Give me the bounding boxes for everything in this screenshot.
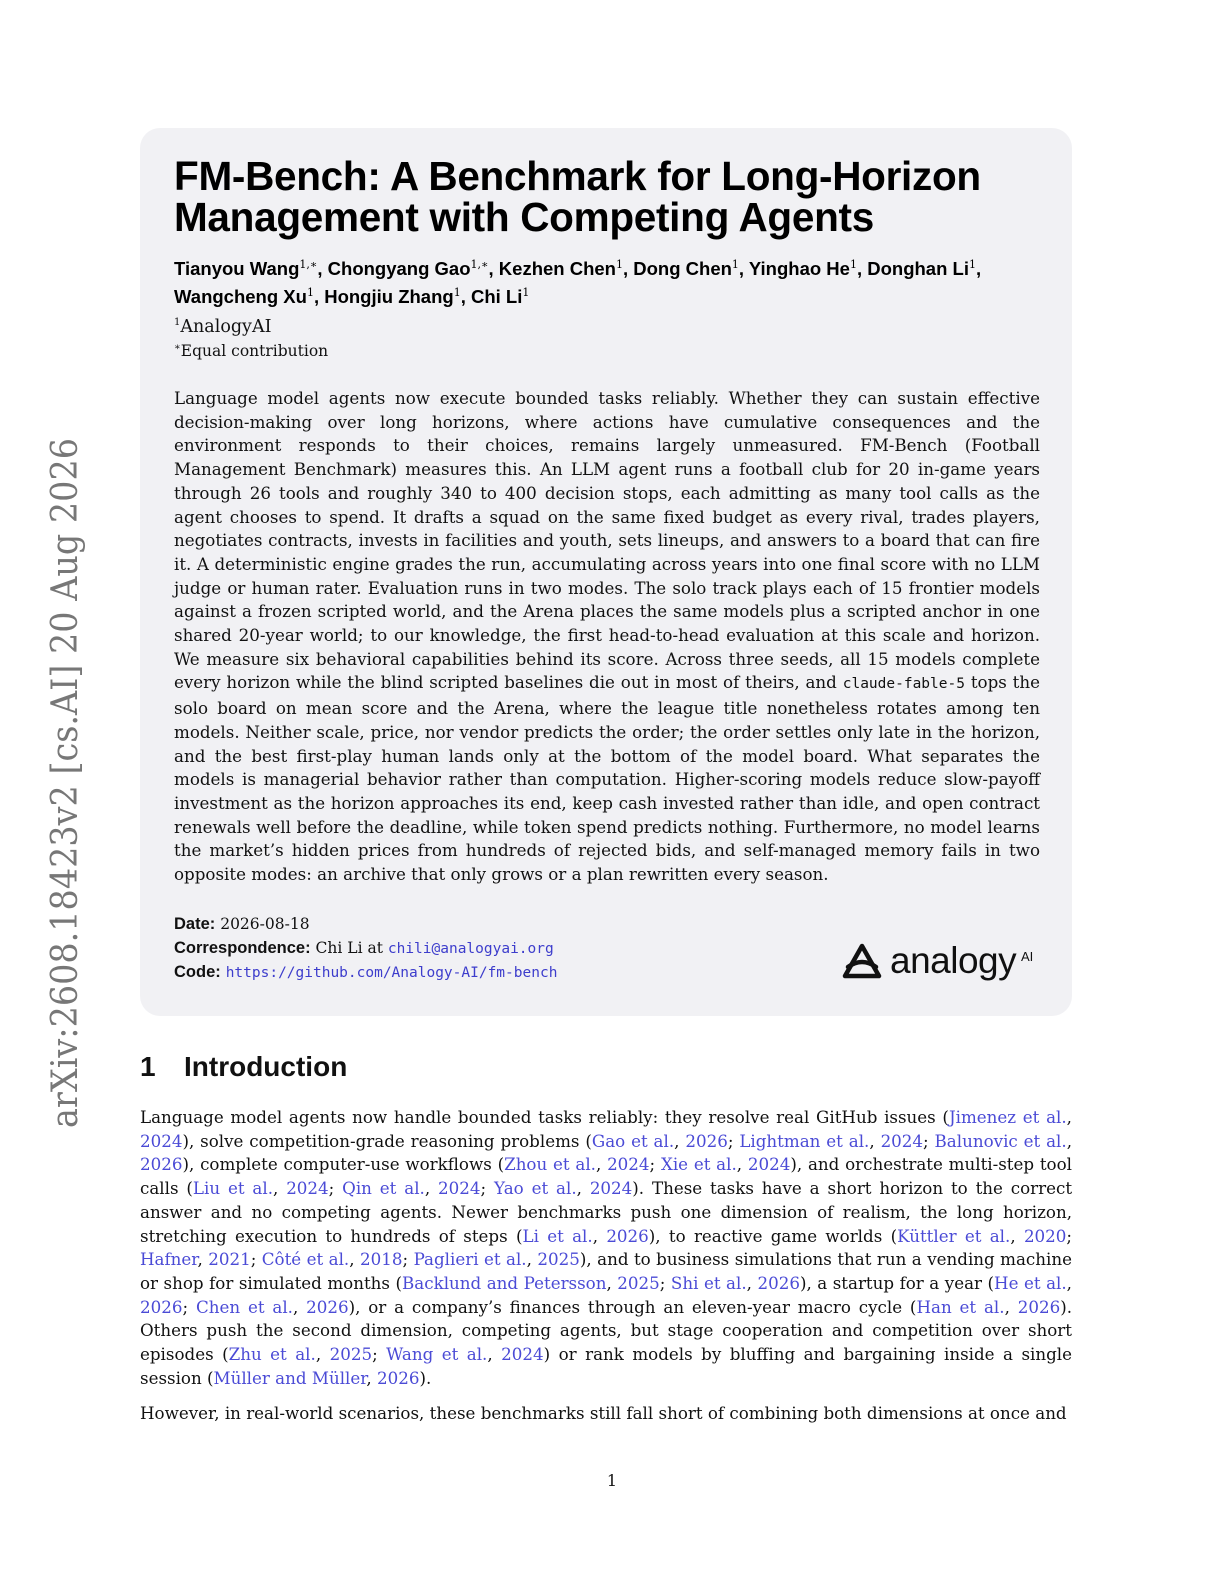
text-run: ), to reactive game worlds (	[648, 1225, 898, 1246]
author-affiliation-mark: 1	[306, 286, 314, 300]
author-affiliation-mark: 1	[522, 286, 530, 300]
text-run: ,	[576, 1178, 590, 1199]
text-run: ,	[869, 1130, 881, 1151]
author-affiliation-mark: 1,∗	[470, 258, 489, 271]
author-affiliation-mark: 1	[615, 258, 623, 271]
citation-link[interactable]: 2024	[286, 1178, 329, 1199]
citation-link[interactable]: 2024	[880, 1130, 924, 1151]
author-name: Dong Chen	[633, 258, 732, 280]
text-run: ), and orchestrate multi-step tool calls (	[140, 1154, 1072, 1199]
text-run: ;	[402, 1249, 414, 1270]
author-affiliation-mark: 1	[453, 286, 461, 300]
text-run: ,	[746, 1272, 758, 1293]
author-name: Chi Li	[470, 286, 523, 308]
citation-link[interactable]: 2025	[617, 1272, 660, 1293]
text-run: ,	[1010, 1225, 1024, 1246]
code-line	[174, 960, 874, 985]
author-name: Hongjiu Zhang	[324, 286, 454, 308]
correspondence-label: Correspondence:	[174, 939, 311, 957]
citation-link[interactable]: 2026	[685, 1130, 728, 1151]
citation-link[interactable]: 2025	[329, 1344, 373, 1365]
citation-link[interactable]: Xie et al.	[660, 1154, 737, 1175]
abstract	[174, 387, 1040, 887]
arxiv-margin-stamp	[0, 0, 130, 1584]
text-run: ). Others push the second dimension, competing agents, but stage cooperation and competition over short episodes (	[140, 1296, 1073, 1365]
text-run: Language model agents now handle bounded tasks reliably: they resolve real GitHub issues (	[140, 1107, 949, 1127]
citation-link[interactable]: 2024	[438, 1178, 481, 1199]
text-run: ,	[1066, 1107, 1072, 1127]
arxiv-id: arXiv:2608.18423v2 [cs.AI] 20 Aug 2026	[45, 385, 86, 1128]
text-run: ,	[273, 1178, 287, 1199]
author-name: Wangcheng Xu	[174, 286, 307, 308]
citation-link[interactable]: Zhou et al.	[504, 1154, 596, 1175]
citation-link[interactable]: He et al.	[994, 1272, 1067, 1293]
text-run: ,	[424, 1178, 439, 1199]
author-name: Chongyang Gao	[327, 258, 471, 280]
text-run: ), or a company’s finances through an eleven-year macro cycle (	[348, 1296, 917, 1317]
citation-link[interactable]: Lightman et al.	[739, 1130, 870, 1151]
citation-link[interactable]: 2026	[306, 1296, 349, 1317]
citation-link[interactable]: Müller and Müller	[213, 1367, 367, 1388]
citation-link[interactable]: 2024	[589, 1178, 633, 1199]
logo-ai-suffix: AI	[1021, 949, 1034, 964]
text-run: ), complete computer-use workflows (	[182, 1154, 505, 1175]
text-run: ) or rank models by bluffing and bargaining inside a single session (	[140, 1344, 1072, 1388]
affiliation	[174, 311, 272, 339]
text-run: ,	[1066, 1130, 1073, 1151]
text-run: ,	[526, 1249, 538, 1270]
date-line	[174, 912, 874, 936]
citation-link[interactable]: 2018	[360, 1249, 403, 1270]
citation-link[interactable]: 2021	[208, 1249, 251, 1270]
text-run: ;	[923, 1130, 935, 1151]
abstract-text-a: Language model agents now execute bounded tasks reliably. Whether they can sustain effective decision-making over long horizons, where actions have cumulative consequences and the environment responds to their choices, remains largely unmeasured. FM-Bench (Football Management Benchmark) measures this. An LLM agent runs a football club for 20 in-game years through 26 tools and roughly 340 to 400 decision stops, each admitting as many tool calls as the agent chooses to spend. It drafts a squad on the same fixed budget as every rival, trades players, negotiates contracts, invests in facilities and youth, sets lineups, and answers to a board that can fire it. A deterministic engine grades the run, accumulating across years into one final score with no LLM judge or human rater. Evaluation runs in two modes. The solo track plays each of 15 frontier models against a frozen scripted world, and the Arena places the same models plus a scripted anchor in one shared 20-year world; to our knowledge, the first head-to-head evaluation at this scale and horizon. We measure six behavioral capabilities behind its score. Across three seeds, all 15 models complete every horizon while the blind scripted baselines die out in most of theirs, and	[174, 388, 1040, 693]
text-run: ,	[595, 1154, 608, 1175]
citation-link[interactable]: Jimenez et al.	[948, 1107, 1067, 1127]
text-run: ,	[592, 1225, 607, 1246]
citation-link[interactable]: Chen et al.	[195, 1296, 293, 1317]
text-run: ,	[674, 1130, 686, 1151]
text-run: ;	[1066, 1225, 1073, 1246]
citation-link[interactable]: Côté et al.	[261, 1249, 350, 1270]
abstract-text-b: tops the solo board on mean score and the Arena, where the league title nonetheless rotates among ten models. Neither scale, price, nor vendor predicts the order; the order settles only late in the horizon, and the best first-play human lands only at the bottom of the model board. What separates the models is managerial behavior rather than computation. Higher-scoring models reduce slow-payoff investment as the horizon approaches its end, keep cash invested rather than idle, and open contract renewals well before the deadline, while token spend predicts nothing. Furthermore, no model learns the market’s hidden prices from hundreds of rejected bids, and self-managed memory fails in two opposite modes: an archive that only grows or a plan rewritten every season.	[174, 672, 1040, 885]
citation-link[interactable]: 2026	[140, 1296, 183, 1317]
date-value: 2026-08-18	[220, 915, 310, 933]
correspondence-line	[174, 936, 874, 961]
code-url-link[interactable]: https://github.com/Analogy-AI/fm-bench	[225, 965, 558, 981]
citation-link[interactable]: Wang et al.	[386, 1344, 488, 1365]
citation-link[interactable]: Backlund and Petersson	[402, 1272, 607, 1293]
analogy-logo-mark-icon	[842, 943, 882, 981]
citation-link[interactable]: 2025	[537, 1249, 580, 1270]
citation-link[interactable]: Paglieri et al.	[413, 1249, 527, 1270]
citation-link[interactable]: 2024	[747, 1154, 791, 1175]
text-run: ), and to business simulations that run a vending machine or shop for simulated months (	[140, 1249, 1072, 1293]
text-run: ;	[659, 1272, 671, 1293]
page-number: 1	[606, 1471, 618, 1490]
text-run: ;	[727, 1130, 740, 1151]
text-run: ;	[649, 1154, 661, 1175]
date-label: Date:	[174, 915, 216, 933]
note-mark: ∗	[174, 342, 181, 353]
text-run: ,	[1066, 1272, 1072, 1293]
text-run: ;	[480, 1178, 494, 1199]
citation-link[interactable]: Qin et al.	[342, 1178, 425, 1199]
text-run: ,	[349, 1249, 361, 1270]
section-heading-introduction	[140, 1050, 347, 1084]
equal-contribution-note	[174, 337, 328, 362]
citation-link[interactable]: 2024	[140, 1130, 183, 1151]
citation-link[interactable]: 2024	[501, 1344, 544, 1365]
code-label: Code:	[174, 963, 221, 981]
text-run: ,	[736, 1154, 748, 1175]
text-run: ,	[315, 1344, 330, 1365]
citation-link[interactable]: Yao et al.	[494, 1178, 577, 1199]
logo-wordmark: analogy	[890, 940, 1017, 981]
text-run: ;	[250, 1249, 262, 1270]
author-list: Tianyou Wang$^{1,∗}$, Chongyang Gao$^{1,∗}$, Kezhen Chen$^1$, Dong Chen$^1$, Yinghao He$^1$, Donghan Li$^1$, Wangcheng Xu$^1$, Hongjiu Zhang$^1$, Chi Li$^1$	[174, 258, 982, 308]
citation-link[interactable]: 2024	[607, 1154, 650, 1175]
citation-link[interactable]: 2020	[1023, 1225, 1067, 1246]
analogyai-logo	[842, 939, 1042, 989]
text-run: ;	[372, 1344, 387, 1365]
text-run: ,	[606, 1272, 618, 1293]
affiliation-mark: 1	[174, 317, 181, 328]
author-affiliation-mark: 1	[731, 258, 739, 271]
citation-link[interactable]: Han et al.	[916, 1296, 1005, 1317]
author-name: Tianyou Wang	[174, 258, 300, 280]
citation-link[interactable]: Liu et al.	[192, 1178, 273, 1199]
author-affiliation-mark: 1,∗	[299, 258, 318, 271]
intro-paragraph-1	[140, 1106, 1072, 1390]
note-text: Equal contribution	[180, 342, 329, 361]
citation-link[interactable]: Balunovic et al.	[934, 1130, 1067, 1151]
author-affiliation-mark: 1	[849, 258, 857, 271]
citation-link[interactable]: Li et al.	[522, 1225, 593, 1246]
text-run: ,	[1004, 1296, 1018, 1317]
citation-link[interactable]: 2026	[606, 1225, 649, 1246]
section-number: 1	[140, 1051, 156, 1082]
text-run: ,	[366, 1367, 378, 1388]
citation-link[interactable]: Küttler et al.	[897, 1225, 1011, 1246]
text-run: ,	[292, 1296, 307, 1317]
citation-link[interactable]: Gao et al.	[591, 1130, 675, 1151]
author-name: Donghan Li	[867, 258, 969, 280]
text-run: ). These tasks have a short horizon to the correct answer and no competing agents. Newer benchmarks push one dimension of realism, the long horizon, stretching execution to hundreds of steps (	[140, 1178, 1073, 1246]
section-title: Introduction	[184, 1051, 348, 1082]
author-name: Kezhen Chen	[498, 258, 616, 280]
author-name: Yinghao He	[748, 258, 850, 280]
author-affiliation-mark: 1	[968, 258, 976, 271]
affiliation-name: AnalogyAI	[180, 316, 272, 337]
citation-link[interactable]: 2026	[377, 1367, 420, 1388]
paper-title: FM-Bench: A Benchmark for Long-Horizon Management with Competing Agents	[174, 153, 981, 240]
text-run: ), solve competition-grade reasoning problems (	[182, 1130, 592, 1151]
model-name-code: claude-fable-5	[842, 676, 965, 693]
citation-link[interactable]: 2026	[1017, 1296, 1061, 1317]
citation-link[interactable]: 2026	[757, 1272, 800, 1293]
citation-link[interactable]: Zhu et al.	[228, 1344, 316, 1365]
text-run: ,	[487, 1344, 502, 1365]
citation-link[interactable]: Shi et al.	[670, 1272, 747, 1293]
text-run: ;	[182, 1296, 196, 1317]
text-run: ,	[197, 1249, 209, 1270]
intro-paragraph-2: However, in real-world scenarios, these benchmarks still fall short of combining both dimensions at once and	[140, 1403, 1067, 1423]
text-run: ).	[419, 1367, 432, 1388]
correspondence-name: Chi Li at	[315, 939, 383, 957]
correspondence-email-link[interactable]: chili@analogyai.org	[387, 941, 554, 957]
text-run: ;	[328, 1178, 343, 1199]
text-run: ), a startup for a year (	[799, 1272, 995, 1293]
citation-link[interactable]: Hafner	[140, 1249, 198, 1270]
citation-link[interactable]: 2026	[140, 1154, 183, 1175]
